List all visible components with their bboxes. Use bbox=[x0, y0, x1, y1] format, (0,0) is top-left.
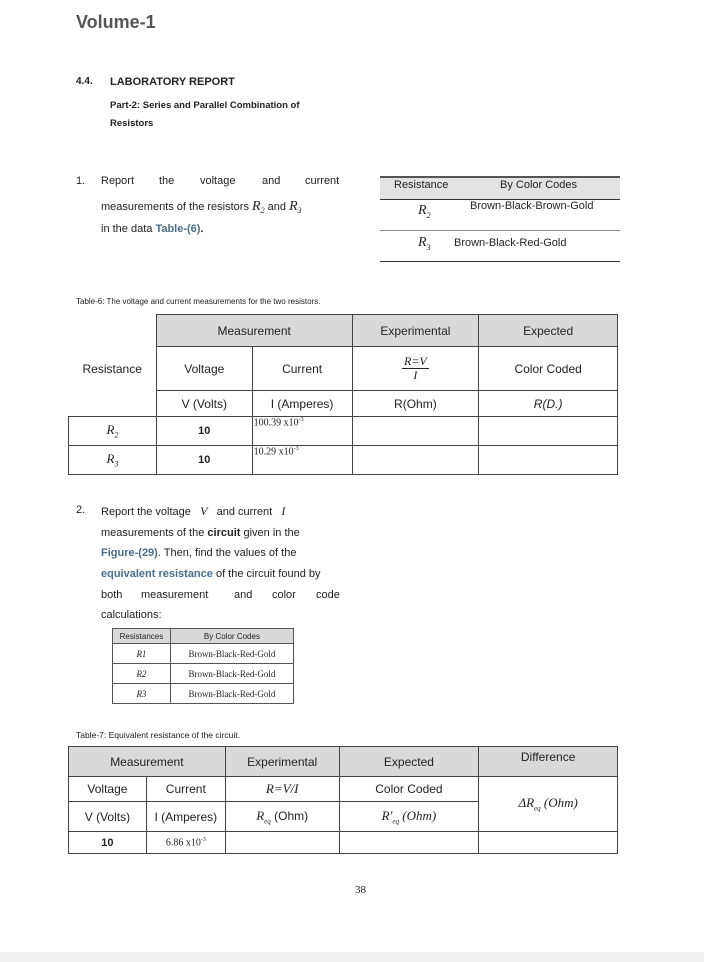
table-6-voltage-value: 10 bbox=[156, 417, 252, 446]
page-bottom-band bbox=[0, 952, 704, 962]
section-title: LABORATORY REPORT bbox=[110, 76, 235, 88]
table-6-resistor: $R_2$ bbox=[69, 417, 157, 446]
table-6-header-expected: Expected bbox=[479, 315, 618, 347]
color-table-2-code: Brown-Black-Red-Gold bbox=[170, 684, 293, 704]
table-6-header-voltage: Voltage bbox=[156, 347, 252, 391]
section-number: 4.4. bbox=[76, 76, 93, 87]
item-2-word: and bbox=[234, 589, 253, 601]
table-6-resistor: $R_3$ bbox=[69, 446, 157, 475]
item-1-number: 1. bbox=[76, 175, 86, 187]
table-row bbox=[69, 417, 618, 446]
table-7-unit-amperes: I (Amperes) bbox=[146, 802, 225, 832]
color-table-1-resistor: $R_3$ bbox=[418, 235, 431, 252]
table-row bbox=[69, 832, 618, 854]
table-6-reference: Table-(6) bbox=[155, 223, 201, 235]
item-1-word: and bbox=[262, 175, 281, 187]
table-7-header-difference: Difference bbox=[479, 747, 618, 777]
table-row bbox=[69, 446, 618, 475]
part-title-line1: Part-2: Series and Parallel Combination of bbox=[110, 100, 300, 111]
table-6-voltage-value: 10 bbox=[156, 446, 252, 475]
table-7-header-voltage: Voltage bbox=[69, 777, 147, 802]
item-1-line2: measurements of the resistors $R_2$ and $R_3$ bbox=[101, 199, 302, 216]
table-row bbox=[113, 684, 294, 704]
table-6-header-experimental: Experimental bbox=[352, 315, 479, 347]
table-6-caption: Table-6: The voltage and current measurements for the two resistors. bbox=[76, 297, 321, 306]
color-table-1-header-resistance: Resistance bbox=[394, 179, 449, 191]
table-6-unit-rd: R(D.) bbox=[479, 391, 618, 417]
item-2-word: code bbox=[316, 589, 340, 601]
color-table-1-code: Brown-Black-Red-Gold bbox=[454, 237, 567, 249]
table-7-header-measurement: Measurement bbox=[69, 747, 226, 777]
figure-29-reference: Figure-(29) bbox=[101, 547, 158, 559]
table-7-cell bbox=[225, 832, 339, 854]
item-1-line3: in the data Table-(6). bbox=[101, 223, 204, 235]
table-7-header-experimental: Experimental bbox=[225, 747, 339, 777]
item-1-word: voltage bbox=[200, 175, 236, 187]
item-2-line6: calculations: bbox=[101, 609, 162, 621]
table-7 bbox=[68, 746, 618, 854]
table-6-cell bbox=[352, 446, 479, 475]
color-table-1-code: Brown-Black-Brown-Gold bbox=[470, 200, 594, 212]
volume-title: Volume-1 bbox=[76, 12, 156, 32]
item-2-number: 2. bbox=[76, 504, 86, 516]
table-7-caption: Table-7: Equivalent resistance of the circuit. bbox=[76, 730, 240, 740]
table-6-header-current: Current bbox=[252, 347, 352, 391]
item-1-word: Report bbox=[101, 175, 135, 187]
item-2-word: both bbox=[101, 589, 123, 601]
table-6-header-resistance: Resistance bbox=[82, 361, 142, 376]
table-7-delta-req: $\Delta R_{eq}$ (Ohm) bbox=[479, 777, 618, 832]
table-6-blank bbox=[69, 315, 157, 347]
item-2-line1: Report the voltage V and current I bbox=[101, 504, 286, 518]
table-7-formula: R=V/I bbox=[225, 777, 339, 802]
item-2-line4: equivalent resistance of the circuit found by bbox=[101, 568, 321, 580]
page-number: 38 bbox=[355, 884, 366, 896]
color-table-1-divider bbox=[380, 230, 620, 231]
color-table-2-code: Brown-Black-Red-Gold bbox=[170, 644, 293, 664]
table-6-current-value: 10.29 $x10^{-3}$ bbox=[252, 446, 352, 475]
table-7-cell bbox=[479, 832, 618, 854]
item-2-word: color bbox=[272, 589, 296, 601]
table-7-voltage-value: 10 bbox=[69, 832, 147, 854]
table-6-formula: $\frac{R=V}{I}$ bbox=[352, 347, 479, 391]
table-6-unit-rohm: R(Ohm) bbox=[352, 391, 479, 417]
table-6-header-measurement: Measurement bbox=[156, 315, 352, 347]
table-6-cell bbox=[479, 417, 618, 446]
table-6-cell bbox=[479, 446, 618, 475]
table-7-current-value: 6.86 $x10^{-3}$ bbox=[146, 832, 225, 854]
table-6 bbox=[68, 314, 618, 475]
color-table-2-resistor: R1 bbox=[113, 644, 171, 664]
item-1-word: current bbox=[305, 175, 340, 187]
item-2-line2: measurements of the circuit given in the bbox=[101, 527, 300, 539]
table-7-header-expected: Expected bbox=[339, 747, 479, 777]
color-table-1-header-color: By Color Codes bbox=[500, 179, 578, 191]
table-6-unit-amperes: I (Amperes) bbox=[252, 391, 352, 417]
color-code-table-2 bbox=[112, 628, 294, 704]
table-row bbox=[113, 644, 294, 664]
table-7-cell bbox=[339, 832, 479, 854]
item-1-word: the bbox=[159, 175, 175, 187]
table-7-header-current: Current bbox=[146, 777, 225, 802]
item-2-word: measurement bbox=[141, 589, 209, 601]
table-6-header-color-coded: Color Coded bbox=[479, 347, 618, 391]
color-table-2-code: Brown-Black-Red-Gold bbox=[170, 664, 293, 684]
color-table-1-bottom-rule bbox=[380, 261, 620, 262]
color-table-2-header-resistances: Resistances bbox=[113, 629, 171, 644]
table-6-current-value: 100.39 $x10^{-3}$ bbox=[252, 417, 352, 446]
table-7-rprime-unit: $R'_{eq}$ (Ohm) bbox=[339, 802, 479, 832]
item-2-line3: Figure-(29). Then, find the values of the bbox=[101, 547, 297, 559]
part-title-line2: Resistors bbox=[110, 118, 154, 129]
color-table-1-resistor: $R_2$ bbox=[418, 203, 431, 220]
table-6-unit-volts: V (Volts) bbox=[156, 391, 252, 417]
table-6-blank bbox=[69, 391, 157, 417]
table-7-header-color-coded: Color Coded bbox=[339, 777, 479, 802]
table-row bbox=[113, 664, 294, 684]
color-table-2-resistor: R3 bbox=[113, 684, 171, 704]
table-6-cell bbox=[352, 417, 479, 446]
table-7-req-unit: $R_{eq}$ (Ohm) bbox=[225, 802, 339, 832]
color-table-2-resistor: R2 bbox=[113, 664, 171, 684]
color-table-2-header-color: By Color Codes bbox=[170, 629, 293, 644]
table-7-unit-volts: V (Volts) bbox=[69, 802, 147, 832]
